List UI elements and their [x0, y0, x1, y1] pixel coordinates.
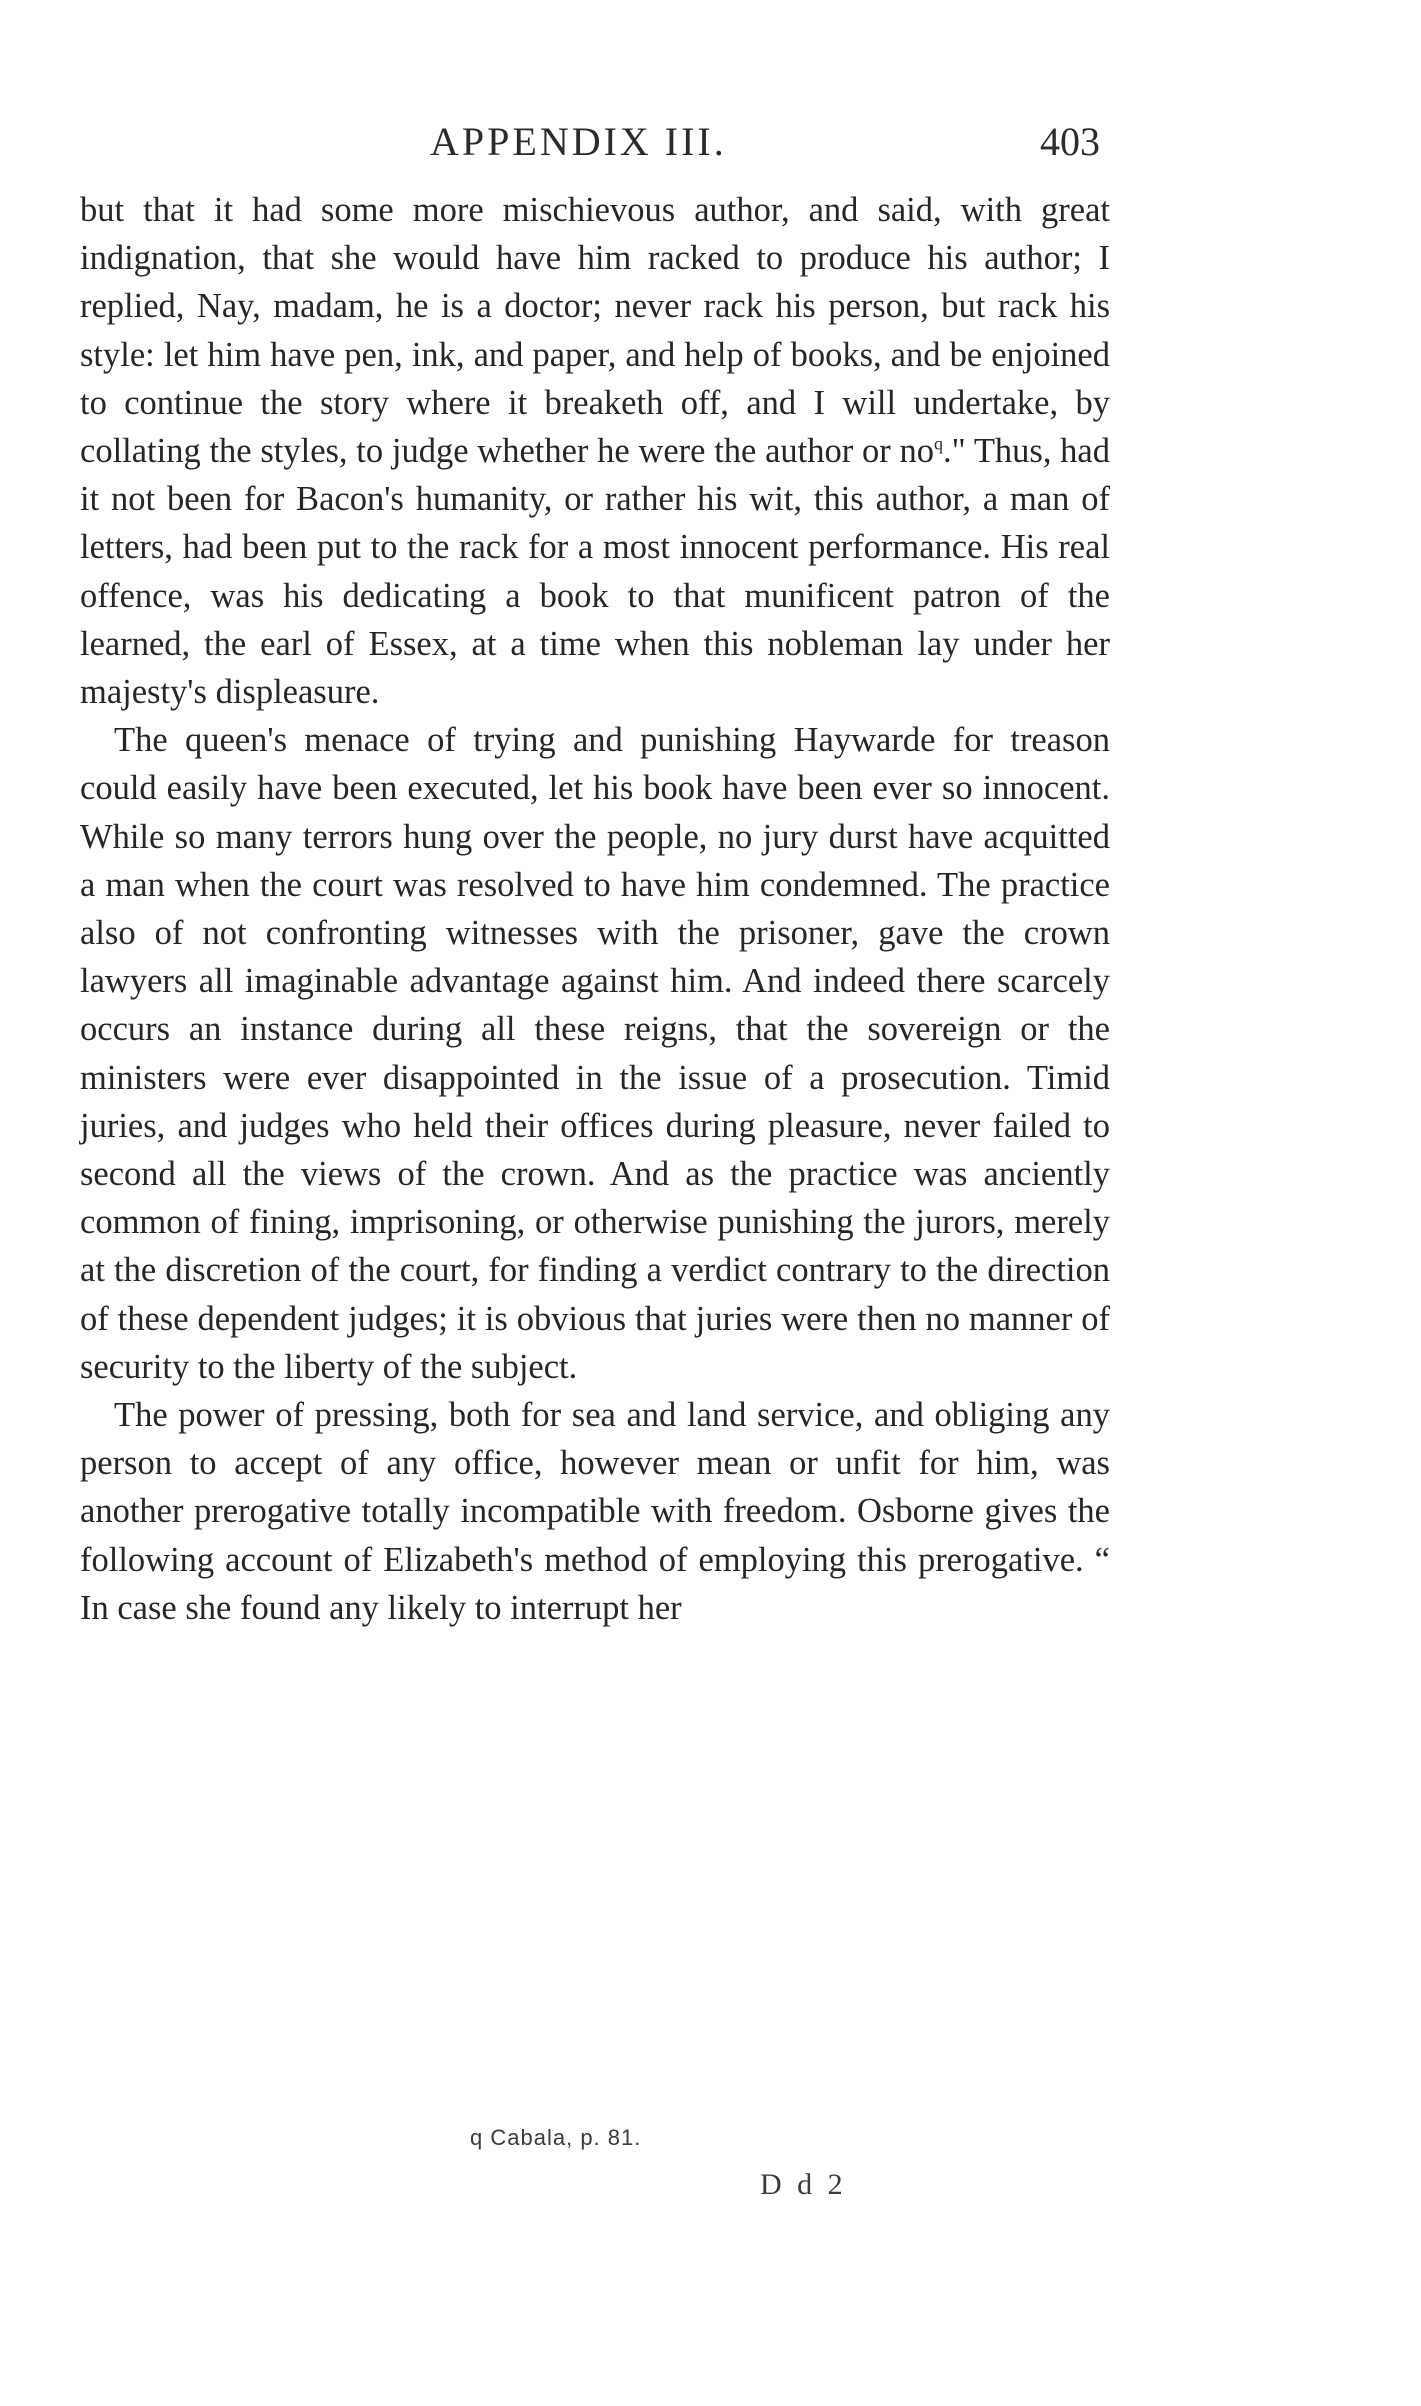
running-title: APPENDIX III. — [430, 119, 727, 164]
paragraph-1-text-b: ." Thus, had it not been for Bacon's humanity, or rather his wit, this author, a man of letters, had been put to the rack for a most innocent performance. His real offence, was his dedicating a book to that munificent patron of the learned, the earl of Essex, at a time when this nobleman lay under her majesty's displeasure. — [80, 432, 1110, 712]
signature-mark: D d 2 — [760, 2168, 847, 2201]
body-text — [80, 186, 1110, 1632]
footnote-text: Cabala, p. 81. — [490, 2125, 642, 2150]
footnote — [470, 2125, 641, 2151]
footnote-marker: q — [470, 2125, 484, 2150]
running-head — [80, 118, 1120, 168]
footnote-reference: q — [933, 433, 943, 454]
paragraph-1-text-a: but that it had some more mischievous author, and said, with great indignation, that she would have him racked to produce his author; I replied, Nay, madam, he is a doctor; never rack his person, but rack his style: let him have pen, ink, and paper, and help of books, and be enjoined to continue the story where it breaketh off, and I will undertake, by collating the styles, to judge whether he were the author or no — [80, 191, 1110, 471]
paragraph-3: The power of pressing, both for sea and land service, and obliging any person to accept of any office, however mean or unfit for him, was another prerogative totally incompatible with freedom. Osborne gives the following account of Elizabeth's method of employing this prerogative. “ In case she found any likely to interrupt her — [80, 1396, 1110, 1627]
paragraph-2: The queen's menace of trying and punishing Haywarde for treason could easily have been executed, let his book have been ever so innocent. While so many terrors hung over the people, no jury durst have acquitted a man when the court was resolved to have him condemned. The practice also of not confronting witnesses with the prisoner, gave the crown lawyers all imaginable advantage against him. And indeed there scarcely occurs an instance during all these reigns, that the sovereign or the ministers were ever disappointed in the issue of a prosecution. Timid juries, and judges who held their offices during pleasure, never failed to second all the views of the crown. And as the practice was anciently common of fining, imprisoning, or otherwise punishing the jurors, merely at the discretion of the court, for finding a verdict contrary to the direction of these dependent judges; it is obvious that juries were then no manner of security to the liberty of the subject. — [80, 721, 1110, 1386]
page-number: 403 — [1040, 119, 1100, 164]
paragraph-1 — [80, 186, 1110, 716]
